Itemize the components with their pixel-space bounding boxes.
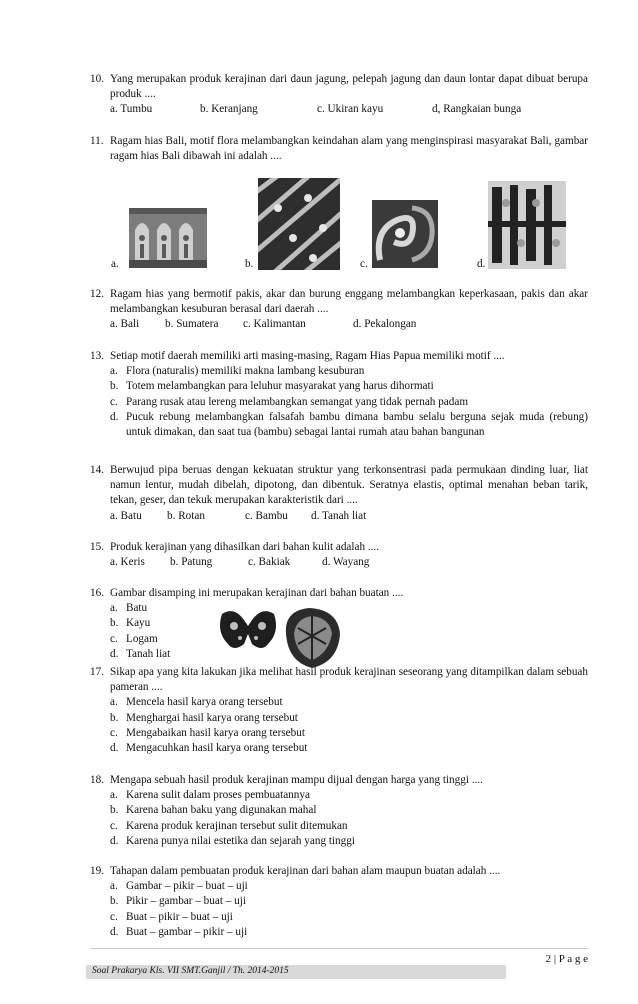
page-number-label: | P a g e <box>553 953 588 965</box>
option-b-label: b. <box>245 258 254 270</box>
question-text: Produk kerajinan yang dihasilkan dari bahan kulit adalah .... <box>110 541 380 553</box>
question-13 <box>90 349 588 440</box>
question-number: 19. <box>90 865 104 877</box>
page-number-value: 2 <box>545 953 552 965</box>
option-a-label: a. <box>111 258 119 270</box>
question-number: 16. <box>90 587 104 599</box>
option-a: a. Mencela hasil karya orang tersebut <box>110 696 283 709</box>
option-a: a. Batu <box>110 602 148 615</box>
question-11 <box>90 134 588 164</box>
question-number: 10. <box>90 73 104 85</box>
option-d: d. Pekalongan <box>353 318 417 331</box>
question-19 <box>90 864 588 940</box>
option-c: c. Parang rusak atau lereng melambangkan semangat yang tidak pernah padam <box>110 395 469 408</box>
option-b: b. Pikir – gambar – buat – uji <box>110 895 246 908</box>
option-c: c. Logam <box>110 632 158 645</box>
footer-text: Soal Prakarya Kls. VII SMT.Ganjil / Th. 2014-2015 <box>92 966 289 976</box>
ornament-image-c <box>372 200 438 268</box>
question-number: 18. <box>90 774 104 786</box>
option-d: d. Buat – gambar – pikir – uji <box>110 925 248 938</box>
question-17 <box>90 665 588 756</box>
question-number: 17. <box>90 666 104 678</box>
option-a: a. Karena sulit dalam proses pembuatannya <box>110 789 310 802</box>
metal-craft-image <box>214 604 354 672</box>
question-text: Sikap apa yang kita lakukan jika melihat hasil produk kerajinan seseorang yang ditampilkan dalam sebuah pameran .... <box>110 666 588 694</box>
question-number: 14. <box>90 464 104 476</box>
ornament-image-d <box>488 181 566 269</box>
option-a: a. Tumbu <box>110 103 153 116</box>
option-d: d, Rangkaian bunga <box>432 103 522 116</box>
option-d-label: d. <box>477 258 486 270</box>
ornament-image-a <box>129 208 207 268</box>
question-text: Ragam hias yang bermotif pakis, akar dan burung enggang melambangkan keperkasaan, pakis dan akar melambangkan kesuburan berasal dari daerah .... <box>110 288 588 316</box>
option-d: d. Tanah liat <box>110 647 171 660</box>
option-b: b. Keranjang <box>200 103 258 116</box>
question-12 <box>90 287 588 333</box>
option-a: a. Batu <box>110 509 142 522</box>
option-a: a. Gambar – pikir – buat – uji <box>110 880 248 893</box>
question-18 <box>90 773 588 849</box>
option-a: a. Keris <box>110 556 145 569</box>
option-d: d. Pucuk rebung melambangkan falsafah bambu dimana bambu selalu berguna sejak muda (rebung) untuk dimakan, dan saat tua (bambu) sebagai lantai rumah atau bahan bangunan <box>110 410 588 439</box>
question-text: Yang merupakan produk kerajinan dari daun jagung, pelepah jagung dan daun lontar dapat dibuat berupa produk .... <box>110 73 588 101</box>
question-text: Setiap motif daerah memiliki arti masing-masing, Ragam Hias Papua memiliki motif .... <box>110 350 505 362</box>
question-10 <box>90 72 588 118</box>
option-c: c. Ukiran kayu <box>317 103 384 116</box>
ornament-image-b <box>258 178 340 270</box>
question-text: Ragam hias Bali, motif flora melambangkan keindahan alam yang menginspirasi masyarakat Bali, gambar ragam hias Bali dibawah ini adalah .... <box>110 135 588 163</box>
option-d: d. Mengacuhkan hasil karya orang tersebut <box>110 742 308 755</box>
option-c: c. Karena produk kerajinan tersebut sulit ditemukan <box>110 819 348 832</box>
question-number: 12. <box>90 288 104 300</box>
option-a: a. Flora (naturalis) memiliki makna lambang kesuburan <box>110 365 365 378</box>
option-c: c. Kalimantan <box>243 318 306 331</box>
question-number: 15. <box>90 541 104 553</box>
option-d: d. Tanah liat <box>311 509 367 522</box>
option-a: a. Bali <box>110 318 140 331</box>
option-b: b. Menghargai hasil karya orang tersebut <box>110 711 298 724</box>
question-text: Berwujud pipa beruas dengan kekuatan struktur yang terkonsentrasi pada permukaan dinding luar, liat namun lentur, mudah dibelah, dipotong, dan dibentuk. Seratnya elastis, optimal menahan beban tarik, tekan, geser, dan tekuk merupakan karakteristik dari .... <box>110 464 588 507</box>
option-d: d. Wayang <box>322 556 370 569</box>
question-15 <box>90 540 588 570</box>
page-number <box>546 953 588 965</box>
option-b: b. Totem melambangkan para leluhur masyarakat yang harus dihormati <box>110 380 434 393</box>
option-c: c. Bakiak <box>248 556 291 569</box>
question-text: Tahapan dalam pembuatan produk kerajinan dari bahan alam maupun buatan adalah .... <box>110 865 501 877</box>
option-c: c. Buat – pikir – buat – uji <box>110 910 233 923</box>
question-number: 13. <box>90 350 104 362</box>
footer-divider <box>90 948 588 949</box>
option-d: d. Karena punya nilai estetika dan sejarah yang tinggi <box>110 834 355 847</box>
option-b: b. Sumatera <box>165 318 219 331</box>
question-text: Mengapa sebuah hasil produk kerajinan mampu dijual dengan harga yang tinggi .... <box>110 774 483 786</box>
option-c: c. Bambu <box>245 509 288 522</box>
option-b: b. Rotan <box>167 509 205 522</box>
question-14 <box>90 463 588 524</box>
question-number: 11. <box>90 135 104 147</box>
option-c: c. Mengabaikan hasil karya orang tersebut <box>110 726 305 739</box>
option-b: b. Karena bahan baku yang digunakan mahal <box>110 804 317 817</box>
option-c-label: c. <box>360 258 368 270</box>
question-text: Gambar disamping ini merupakan kerajinan dari bahan buatan .... <box>110 587 404 599</box>
option-b: b. Patung <box>170 556 213 569</box>
option-b: b. Kayu <box>110 617 151 630</box>
